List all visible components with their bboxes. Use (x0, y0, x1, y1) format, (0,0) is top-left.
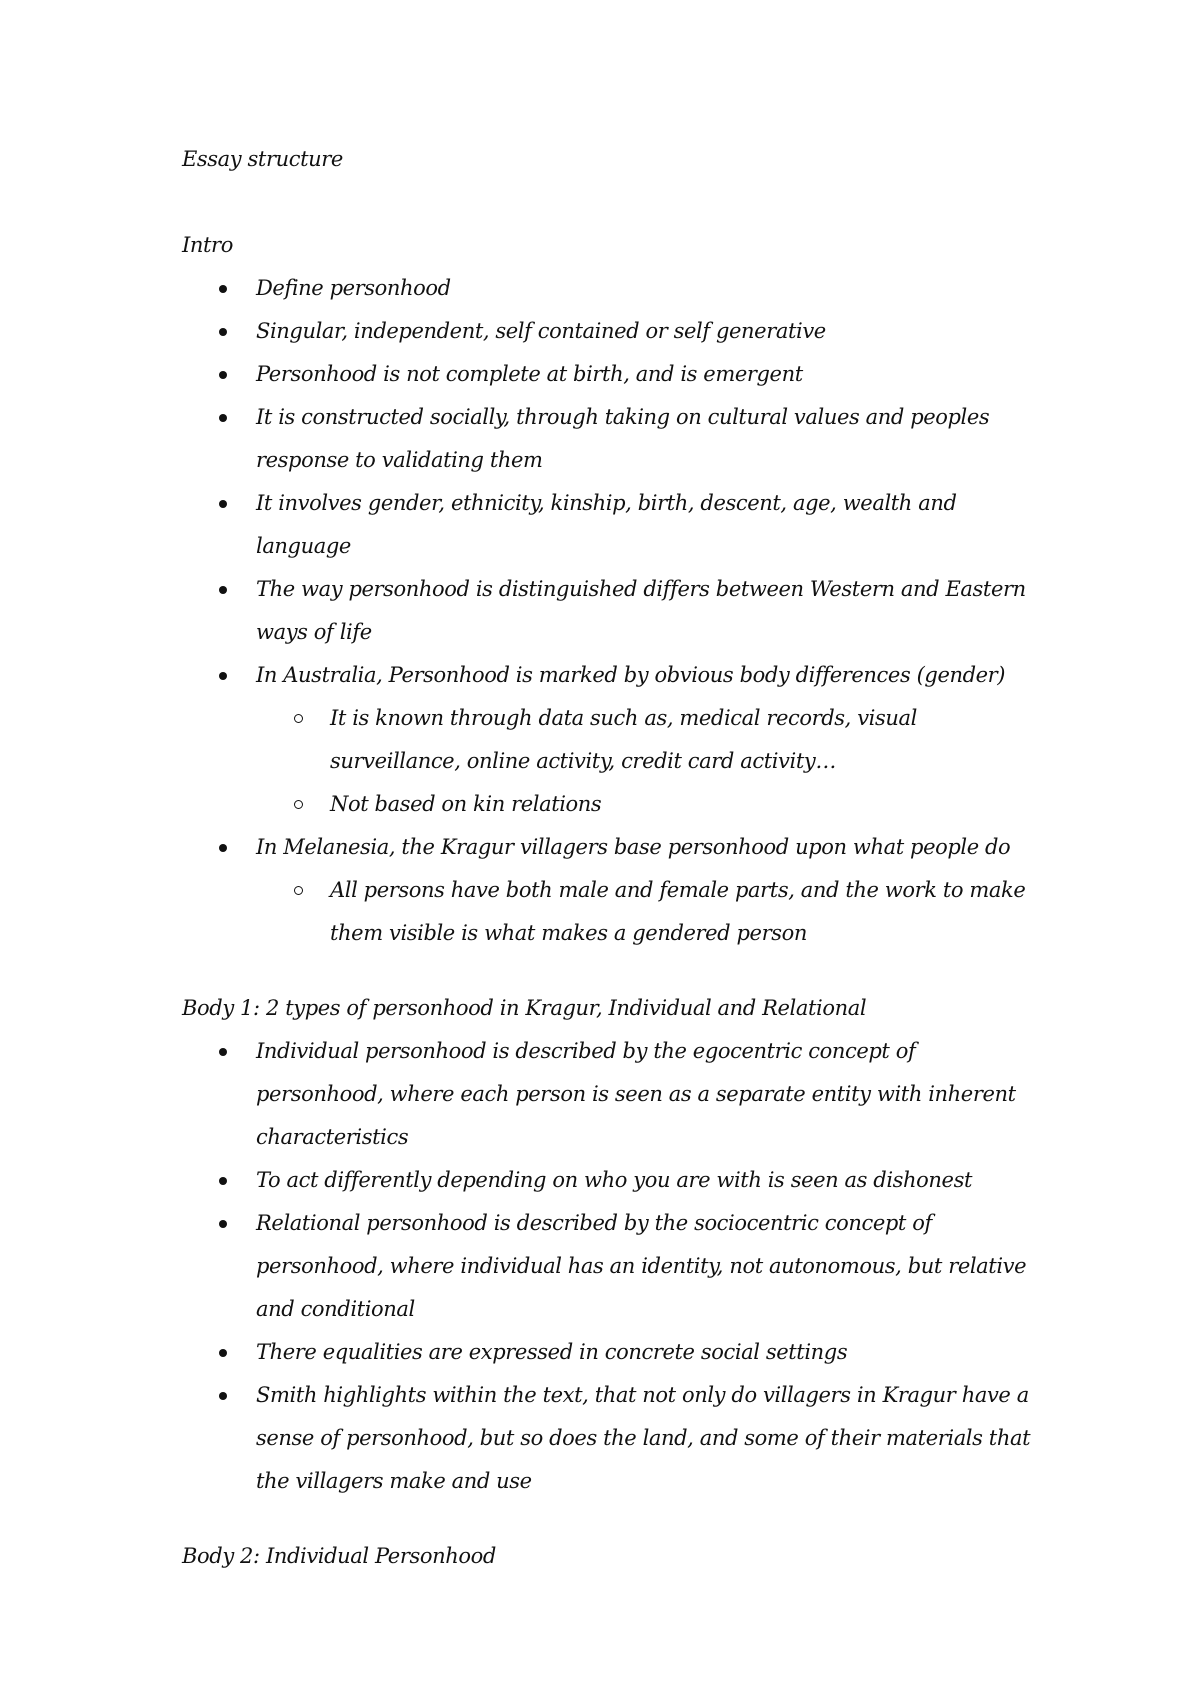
bullet-icon (219, 371, 227, 379)
sub-list-item-text: Not based on kin relations (330, 792, 602, 816)
sections-container (182, 224, 1042, 1578)
bullet-icon (219, 1048, 227, 1056)
bullet-icon (219, 285, 227, 293)
essay-section (182, 987, 1042, 1503)
document-title: Essay structure (182, 147, 343, 171)
list-item (182, 654, 1042, 826)
bullet-icon (219, 1349, 227, 1357)
list-item-text: Relational personhood is described by the sociocentric concept of personhood, where individual has an identity, not autonomous, but relative and conditional (256, 1211, 1027, 1321)
list-item (182, 396, 1042, 482)
section-heading: Intro (182, 233, 233, 257)
bullet-icon (219, 328, 227, 336)
bullet-list (182, 267, 1042, 955)
sub-list-item (256, 783, 1042, 826)
list-item (182, 568, 1042, 654)
list-item (182, 310, 1042, 353)
list-item (182, 1374, 1042, 1503)
list-item-text: Individual personhood is described by the egocentric concept of personhood, where each person is seen as a separate entity with inherent characteristics (256, 1039, 1016, 1149)
hollow-circle-bullet-icon (294, 886, 303, 895)
sub-bullet-list (256, 697, 1042, 826)
essay-section (182, 224, 1042, 955)
sub-bullet-list (256, 869, 1042, 955)
bullet-icon (219, 586, 227, 594)
list-item (182, 1331, 1042, 1374)
list-item (182, 482, 1042, 568)
document-body (182, 138, 1042, 1610)
list-item-text: It involves gender, ethnicity, kinship, birth, descent, age, wealth and language (256, 491, 957, 558)
list-item (182, 1202, 1042, 1331)
bullet-icon (219, 1392, 227, 1400)
bullet-icon (219, 1177, 227, 1185)
list-item-text: There equalities are expressed in concrete social settings (256, 1340, 848, 1364)
bullet-icon (219, 1220, 227, 1228)
essay-section (182, 1535, 1042, 1578)
sub-list-item-text: All persons have both male and female parts, and the work to make them visible is what makes a gendered person (330, 878, 1026, 945)
bullet-icon (219, 500, 227, 508)
section-heading: Body 1: 2 types of personhood in Kragur, Individual and Relational (182, 996, 867, 1020)
list-item (182, 826, 1042, 955)
list-item (182, 267, 1042, 310)
bullet-list (182, 1030, 1042, 1503)
list-item-text: To act differently depending on who you are with is seen as dishonest (256, 1168, 972, 1192)
list-item (182, 1030, 1042, 1159)
hollow-circle-bullet-icon (294, 714, 303, 723)
list-item (182, 353, 1042, 396)
section-heading: Body 2: Individual Personhood (182, 1544, 496, 1568)
bullet-icon (219, 844, 227, 852)
list-item-text: Smith highlights within the text, that not only do villagers in Kragur have a sense of personhood, but so does the land, and some of their materials that the villagers make and use (256, 1383, 1031, 1493)
list-item-text: Singular, independent, self contained or self generative (256, 319, 826, 343)
list-item-text: In Melanesia, the Kragur villagers base personhood upon what people do (256, 835, 1011, 859)
hollow-circle-bullet-icon (294, 800, 303, 809)
list-item-text: Define personhood (256, 276, 451, 300)
list-item-text: The way personhood is distinguished differs between Western and Eastern ways of life (256, 577, 1026, 644)
list-item-text: It is constructed socially, through taking on cultural values and peoples response to validating them (256, 405, 990, 472)
list-item-text: In Australia, Personhood is marked by obvious body differences (gender) (256, 663, 1006, 687)
bullet-icon (219, 672, 227, 680)
sub-list-item (256, 869, 1042, 955)
sub-list-item (256, 697, 1042, 783)
list-item-text: Personhood is not complete at birth, and is emergent (256, 362, 803, 386)
list-item (182, 1159, 1042, 1202)
bullet-icon (219, 414, 227, 422)
sub-list-item-text: It is known through data such as, medical records, visual surveillance, online activity, credit card activity… (330, 706, 917, 773)
